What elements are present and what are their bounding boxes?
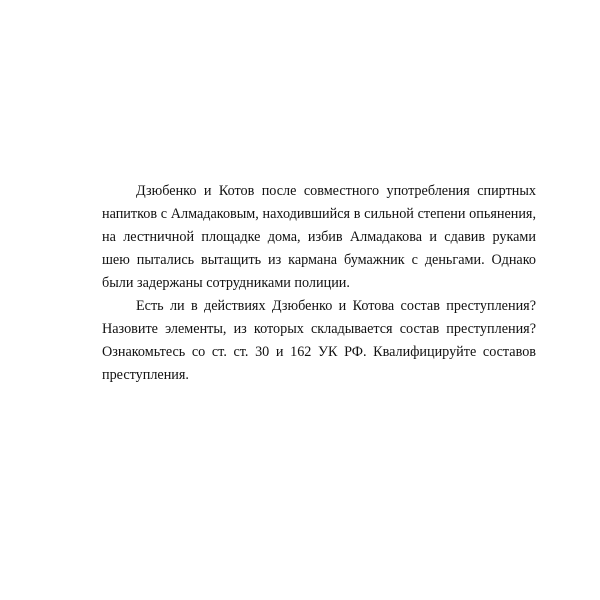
task-questions-paragraph: Есть ли в действиях Дзюбенко и Котова состав преступления? Назовите элементы, из которых складывается состав преступления? Ознакомьтесь со ст. ст. 30 и 162 УК РФ. Квалифицируйте составов преступления. xyxy=(102,298,536,383)
case-description-paragraph: Дзюбенко и Котов после совместного употребления спиртных напитков с Алмадаковым, находившийся в сильной степени опьянения, на лестничной площадке дома, избив Алмадакова и сдавив руками шею пытались вытащить из кармана бумажник с деньгами. Однако были задержаны сотрудниками полиции. xyxy=(102,183,536,291)
document-body xyxy=(102,180,536,387)
